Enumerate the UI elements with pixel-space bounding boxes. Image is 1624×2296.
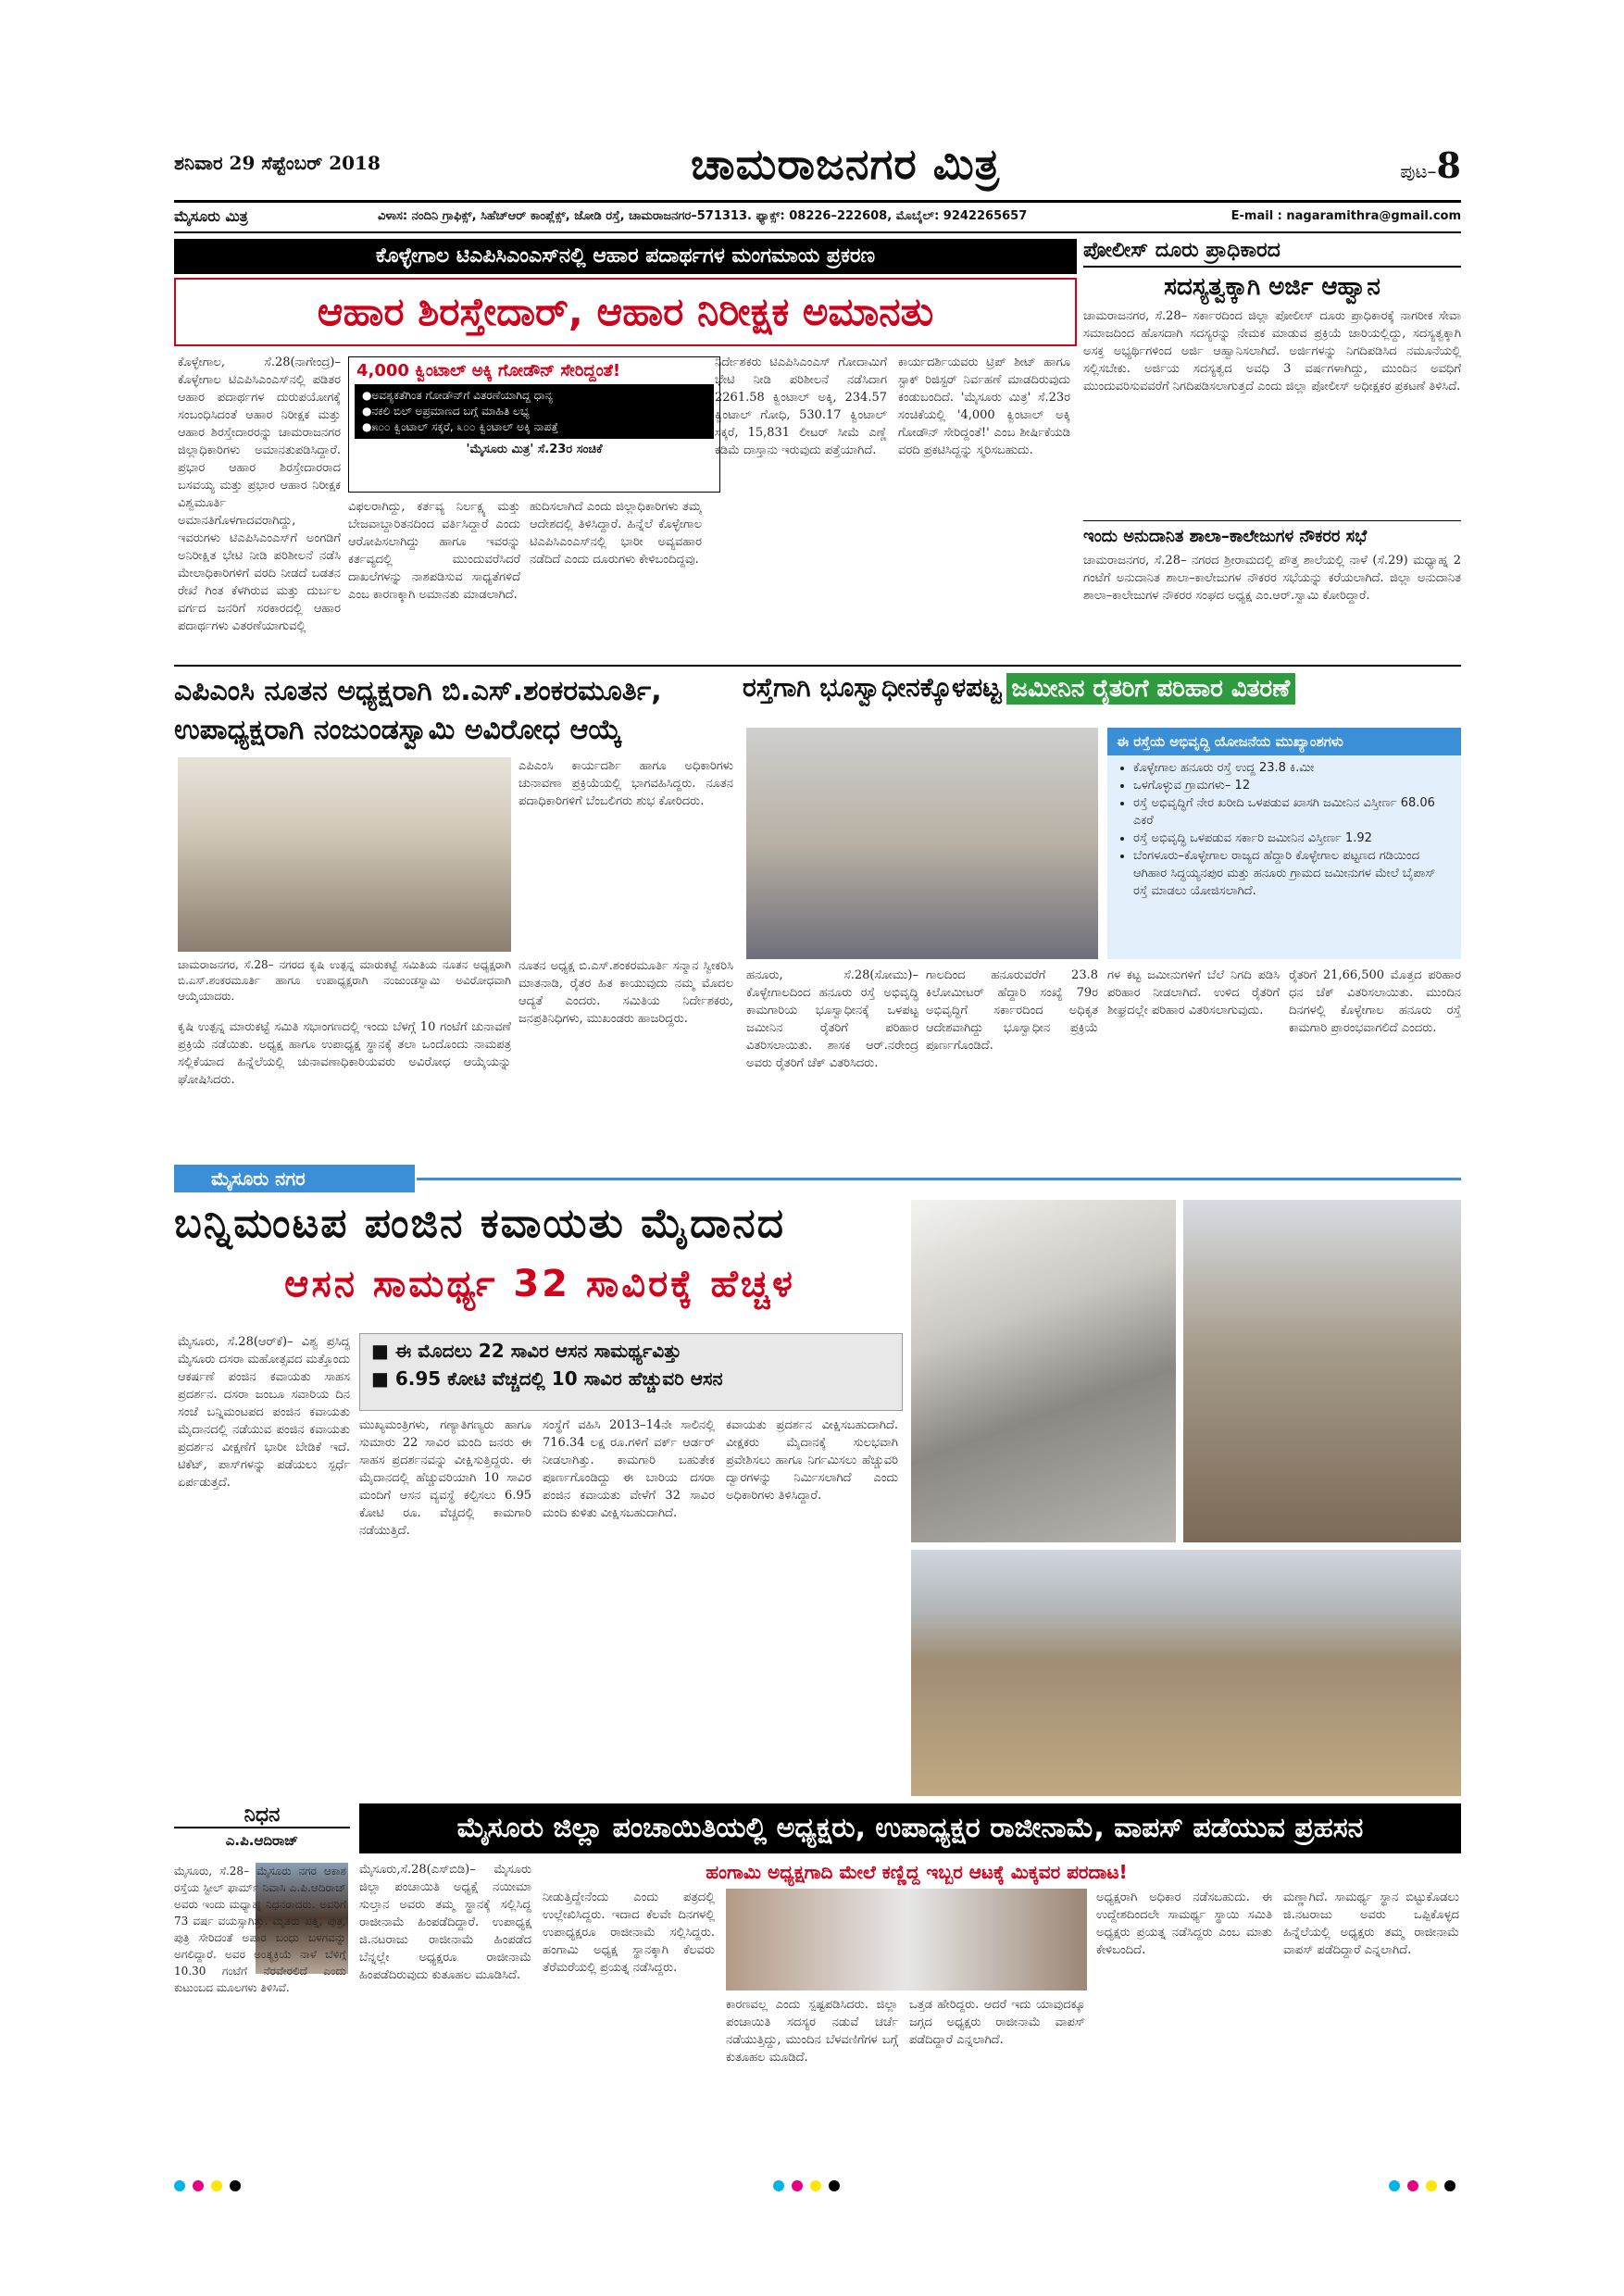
story4-col2: ಮುಖ್ಯಮಂತ್ರಿಗಳು, ಗಣ್ಯಾತಿಗಣ್ಯರು ಹಾಗೂ ಸುಮಾರು 22 ಸಾವಿರ ಮಂದಿ ಜನರು ಈ ಸಾಹಸ ಪ್ರದರ್ಶನವನ್ನು ವೀಕ್ಷಿಸುತ್ತಿದ್ದರು. ಈ ಮೈದಾನದಲ್ಲಿ ಹೆಚ್ಚುವರಿಯಾಗಿ 10 ಸಾವಿರ ಮಂದಿಗೆ ಆಸನ ವ್ಯವಸ್ಥೆ ಕಲ್ಪಿಸಲು 6.95 ಕೋಟಿ ರೂ. ವೆಚ್ಚದಲ್ಲಿ ಕಾಮಗಾರಿ ನಡೆಯುತ್ತಿದೆ. <box>359 1418 531 1538</box>
story5-col5: ಅಧ್ಯಕ್ಷರಾಗಿ ಅಧಿಕಾರ ನಡೆಸಬಹುದು. ಈ ಉದ್ದೇಶದಿಂದಲೇ ಸಾಮರ್ಥ್ಯ ಸ್ಥಾಯಿ ಸಮಿತಿ ಅಧ್ಯಕ್ಷರು ಪ್ರಯತ್ನ ನಡೆಸಿದ್ದರು ಎಂಬ ಮಾತು ಕೇಳಿಬಂದಿದೆ. <box>1096 1890 1272 1957</box>
story1-col5: ಕಾರ್ಯದರ್ಶಿಯವರು ಟ್ರಿಪ್ ಶೀಟ್ ಹಾಗೂ ಸ್ಟಾಕ್ ರಿಜಿಸ್ಟರ್ ನಿರ್ವಹಣೆ ಮಾಡದಿರುವುದು ಕಂಡುಬಂದಿದೆ. 'ಮೈಸೂರು ಮಿತ್ರ' ಸೆ.23ರ ಸಂಚಿಕೆಯಲ್ಲಿ '4,000 ಕ್ವಿಂಟಾಲ್ ಅಕ್ಕಿ ಗೋಡೌನ್ ಸೇರಿದ್ದಂತೆ!' ಎಂಬ ಶೀರ್ಷಿಕೆಯಡಿ ವರದಿ ಪ್ರಕಟಿಸಿದ್ದನ್ನು ಸ್ಮರಿಸಬಹುದು. <box>898 356 1070 457</box>
obituary-body: ಮೈಸೂರು, ಸೆ.28– ಮೈಸೂರು ನಗರ ಆಕಾಶ ರಸ್ತೆಯ ಸ್ಟೀಲ್ ಫಾರ್ಮ್ ನಿವಾಸಿ ಎ.ಪಿ.ಆದಿರಾಜ್ ಅವರು ಇಂದು ಮಧ್ಯಾಹ್ನ ನಿಧನರಾದರು. ಅವರಿಗೆ 73 ವರ್ಷ ವಯಸ್ಸಾಗಿತ್ತು. ಮೃತರು ಪತ್ನಿ, ಪುತ್ರ, ಪುತ್ರಿ ಸೇರಿದಂತೆ ಅಪಾರ ಬಂಧು ಬಳಗವನ್ನು ಅಗಲಿದ್ದಾರೆ. ಅವರ ಅಂತ್ಯಕ್ರಿಯೆ ನಾಳೆ ಬೆಳಿಗ್ಗೆ 10.30 ಗಂಟೆಗೆ ನೆರವೇರಲಿದೆ ಎಂದು ಕುಟುಂಬದ ಮೂಲಗಳು ತಿಳಿಸಿವೆ. <box>174 1865 346 1994</box>
story5-col6: ಮಣ್ಣಾಗಿದೆ. ಸಾಮರ್ಥ್ಯ ಸ್ಥಾನ ಬಿಟ್ಟುಕೊಡಲು ಜಿ.ನಟರಾಜು ಅವರು ಒಪ್ಪಿಕೊಳ್ಳದ ಹಿನ್ನೆಲೆಯಲ್ಲಿ ಅಧ್ಯಕ್ಷರು ತಮ್ಮ ರಾಜೀನಾಮೆ ವಾಪಸ್ ಪಡೆದಿದ್ದಾರೆ ಎನ್ನಲಾಗಿದೆ. <box>1283 1890 1459 1957</box>
cyan-dot <box>174 2180 185 2191</box>
apmc-group-photo <box>178 757 511 952</box>
story4-col3: ಸಂಸ್ಥೆಗೆ ವಹಿಸಿ 2013–14ನೇ ಸಾಲಿನಲ್ಲಿ 716.34 ಲಕ್ಷ ರೂ.ಗಳಿಗೆ ವರ್ಕ್ ಆರ್ಡರ್ ನೀಡಲಾಗಿತ್ತು. ಕಾಮಗಾರಿ ಬಹುತೇಕ ಪೂರ್ಣಗೊಂಡಿದ್ದು ಈ ಬಾರಿಯ ದಸರಾ ಪಂಜಿನ ಕವಾಯತು ವೇಳೆಗೆ 32 ಸಾವಿರ ಮಂದಿ ಕುಳಿತು ವೀಕ್ಷಿಸಬಹುದಾಗಿದೆ. <box>543 1418 715 1520</box>
sub-brand: ಮೈಸೂರು ಮಿತ್ರ <box>174 207 248 225</box>
story1-headline: ಆಹಾರ ಶಿರಸ್ತೇದಾರ್, ಆಹಾರ ನಿರೀಕ್ಷಕ ಅಮಾನತು <box>317 289 934 334</box>
black-dot <box>829 2180 840 2191</box>
right-col <box>1083 239 1461 660</box>
cheque-handover-photo <box>746 728 1098 959</box>
story4-headline1: ಬನ್ನಿಮಂಟಪ ಪಂಜಿನ ಕವಾಯತು ಮೈದಾನದ <box>174 1200 786 1247</box>
masthead-title: ಚಾಮರಾಜನಗರ ಮಿತ್ರ <box>691 139 1000 189</box>
story3-headline <box>743 672 1461 718</box>
highlight-item: • ಕೊಳ್ಳೇಗಾಲ ಹನೂರು ರಸ್ತೆ ಉದ್ದ 23.8 ಕಿ.ಮೀ <box>1133 759 1452 777</box>
masthead-subline <box>174 206 1461 230</box>
story4-col1: ಮೈಸೂರು, ಸೆ.28(ಆರ್‌ಕೆ)– ವಿಶ್ವ ಪ್ರಸಿದ್ಧ ಮೈಸೂರು ದಸರಾ ಮಹೋತ್ಸವದ ಮತ್ತೊಂದು ಆಕರ್ಷಣೆ ಪಂಜಿನ ಕವಾಯತು ಸಾಹಸ ಪ್ರದರ್ಶನ. ದಸರಾ ಜಂಬೂ ಸವಾರಿಯ ದಿನ ಸಂಜೆ ಬನ್ನಿಮಂಟಪದ ಪಂಜಿನ ಕವಾಯತು ಮೈದಾನದಲ್ಲಿ ನಡೆಯುವ ಪಂಜಿನ ಕವಾಯತು ಪ್ರದರ್ಶನ ವೀಕ್ಷಣೆಗೆ ಭಾರೀ ಬೇಡಿಕೆ ಇದೆ. ಟಿಕೆಟ್, ಪಾಸ್‌ಗಳನ್ನು ಪಡೆಯಲು ಸ್ಪರ್ಧೆ ಏರ್ಪಡುತ್ತದೆ. <box>178 1335 350 1490</box>
section-bar-label: ಮೈಸೂರು ನಗರ <box>174 1165 415 1192</box>
inset-title: 4,000 ಕ್ವಿಂಟಾಲ್ ಅಕ್ಕಿ ಗೋಡೌನ್ ಸೇರಿದ್ದಂತೆ! <box>356 361 621 381</box>
highlights-list <box>1107 755 1461 904</box>
magenta-dot <box>193 2180 204 2191</box>
story1-col4: ನಿರ್ದೇಶಕರು ಟಿಎಪಿಸಿಎಂಎಸ್ ಗೋದಾಮಿಗೆ ಭೇಟಿ ನೀಡಿ ಪರಿಶೀಲನೆ ನಡೆಸಿದಾಗ 2261.58 ಕ್ವಿಂಟಾಲ್ ಅಕ್ಕಿ, 234.57 ಕ್ವಿಂಟಾಲ್ ಗೋಧಿ, 530.17 ಕ್ವಿಂಟಾಲ್ ಸಕ್ಕರೆ, 15,831 ಲೀಟರ್ ಸೀಮೆ ಎಣ್ಣೆ ಕಡಿಮೆ ದಾಸ್ತಾನು ಇರುವುದು ಪತ್ತೆಯಾಗಿದೆ. <box>715 356 887 457</box>
story3-col4: ರೈತರಿಗೆ 21,66,500 ಮೊತ್ತದ ಪರಿಹಾರ ಧನ ಚೆಕ್ ವಿತರಿಸಲಾಯಿತು. ಮುಂದಿನ ದಿನಗಳಲ್ಲಿ ಕೊಳ್ಳೇಗಾಲ ಹನೂರು ರಸ್ತೆ ಕಾಮಗಾರಿ ಪ್ರಾರಂಭವಾಗಲಿದೆ ಎಂದರು. <box>1289 968 1461 1035</box>
story3-headline-a: ರಸ್ತೆಗಾಗಿ ಭೂಸ್ವಾಧೀನಕ್ಕೊಳಪಟ್ಟ <box>743 672 1002 703</box>
magenta-dot <box>792 2180 803 2191</box>
story4-highlights <box>359 1333 903 1411</box>
reg-marks-center <box>773 2177 847 2195</box>
story3-headline-b: ಜಮೀನಿನ ರೈತರಿಗೆ ಪರಿಹಾರ ವಿತರಣೆ <box>1006 673 1296 705</box>
parade-ground-photo <box>911 1550 1461 1796</box>
story4-col4: ಕವಾಯತು ಪ್ರದರ್ಶನ ವೀಕ್ಷಿಸಬಹುದಾಗಿದೆ. ವೀಕ್ಷಕರು ಮೈದಾನಕ್ಕೆ ಸುಲಭವಾಗಿ ಪ್ರವೇಶಿಸಲು ಹಾಗೂ ನಿರ್ಗಮಿಸಲು ಹೆಚ್ಚುವರಿ ದ್ವಾರಗಳನ್ನು ನಿರ್ಮಿಸಲಾಗಿದೆ ಎಂದು ಅಧಿಕಾರಿಗಳು ತಿಳಿಸಿದ್ದಾರೆ. <box>726 1418 898 1503</box>
right-kicker: ಪೋಲೀಸ್ ದೂರು ಪ್ರಾಧಿಕಾರದ <box>1083 239 1461 268</box>
yellow-dot <box>1426 2180 1437 2191</box>
inset-bullets <box>355 384 714 439</box>
story1-col2: ವಿಫಲರಾಗಿದ್ದು, ಕರ್ತವ್ಯ ನಿರ್ಲಕ್ಷ್ಯ ಮತ್ತು ಬೇಜವಾಬ್ದಾರಿತನದಿಂದ ವರ್ತಿಸಿದ್ದಾರೆ ಎಂದು ಆರೋಪಿಸಲಾಗಿದ್ದು ಹಾಗೂ ಇವರನ್ನು ಕರ್ತವ್ಯದಲ್ಲಿ ಮುಂದುವರೆಸಿದರೆ ದಾಖಲೆಗಳನ್ನು ನಾಶಪಡಿಸುವ ಸಾಧ್ಯತೆಗಳಿದೆ ಎಂಬ ಕಾರಣಕ್ಕಾಗಿ ಅಮಾನತು ಮಾಡಲಾಗಿದೆ. <box>348 500 520 602</box>
story3-col1: ಹನೂರು, ಸೆ.28(ಸೋಮು)– ಕೊಳ್ಳೇಗಾಲದಿಂದ ಹನೂರು ರಸ್ತೆ ಅಭಿವೃದ್ಧಿ ಕಾಮಗಾರಿಯ ಭೂಸ್ವಾಧೀನಕ್ಕೆ ಒಳಪಟ್ಟ ಜಮೀನಿನ ರೈತರಿಗೆ ಪರಿಹಾರ ವಿತರಿಸಲಾಯಿತು. ಶಾಸಕ ಆರ್.ನರೇಂದ್ರ ಅವರು ರೈತರಿಗೆ ಚೆಕ್ ವಿತರಿಸಿದರು. <box>746 968 918 1070</box>
story2-col3: ಎಪಿಎಂಸಿ ಕಾರ್ಯದರ್ಶಿ ಹಾಗೂ ಅಧಿಕಾರಿಗಳು ಚುನಾವಣಾ ಪ್ರಕ್ರಿಯೆಯಲ್ಲಿ ಭಾಗವಹಿಸಿದ್ದರು. ನೂತನ ಪದಾಧಿಕಾರಿಗಳಿಗೆ ಬೆಂಬಲಿಗರು ಶುಭ ಕೋರಿದರು. <box>518 759 733 808</box>
rule-row1 <box>174 665 1461 667</box>
stadium-steps-photo <box>911 1200 1176 1542</box>
story5-headline: ಮೈಸೂರು ಜಿಲ್ಲಾ ಪಂಚಾಯಿತಿಯಲ್ಲಿ ಅಧ್ಯಕ್ಷರು, ಉಪಾಧ್ಯಕ್ಷರ ರಾಜೀನಾಮೆ, ವಾಪಸ್ ಪಡೆಯುವ ಪ್ರಹಸನ <box>359 1803 1461 1853</box>
story1-headline-box <box>174 278 1077 346</box>
story3-col3: ಗಳ ಕಟ್ಟ ಜಮೀನುಗಳಿಗೆ ಬೆಲೆ ನಿಗದಿ ಪಡಿಸಿ ಪರಿಹಾರ ನೀಡಲಾಗಿದೆ. ಉಳಿದ ರೈತರಿಗೆ ಶೀಘ್ರದಲ್ಲೇ ಪರಿಹಾರ ವಿತರಿಸಲಾಗುವುದು. <box>1107 968 1280 1017</box>
story5-subhead: ಹಂಗಾಮಿ ಅಧ್ಯಕ್ಷಗಾದಿ ಮೇಲೆ ಕಣ್ಣಿದ್ದ ಇಬ್ಬರ ಆಟಕ್ಕೆ ಮಿಕ್ಕವರ ಪರದಾಟ! <box>706 1861 1128 1883</box>
masthead-rule <box>174 200 1461 203</box>
story5-col4: ಒತ್ತಡ ಹೇರಿದ್ದರು. ಆದರೆ ಇದು ಯಾವುದಕ್ಕೂ ಜಗ್ಗದ ಅಧ್ಯಕ್ಷರು ರಾಜೀನಾಮೆ ವಾಪಸ್ ಪಡೆದಿದ್ದಾರೆ ಎನ್ನಲಾಗಿದೆ. <box>909 1998 1085 2047</box>
story5-col1: ಮೈಸೂರು,ಸೆ.28(ಎಸ್‌ಬಿಡಿ)– ಮೈಸೂರು ಜಿಲ್ಲಾ ಪಂಚಾಯಿತಿ ಅಧ್ಯಕ್ಷೆ ನಯೀಮಾ ಸುಲ್ತಾನ ಅವರು ತಮ್ಮ ಸ್ಥಾನಕ್ಕೆ ಸಲ್ಲಿಸಿದ್ದ ರಾಜೀನಾಮೆ ಹಿಂಪಡೆದಿದ್ದಾರೆ. ಉಪಾಧ್ಯಕ್ಷ ಜಿ.ನಟರಾಜು ರಾಜೀನಾಮೆ ಹಿಂಪಡೆದ ಬೆನ್ನಲ್ಲೇ ಅಧ್ಯಕ್ಷರೂ ರಾಜೀನಾಮೆ ಹಿಂಪಡೆದಿರುವುದು ಕುತೂಹಲ ಮೂಡಿಸಿದೆ. <box>359 1863 531 1982</box>
right-headline2: ಇಂದು ಅನುದಾನಿತ ಶಾಲಾ–ಕಾಲೇಜುಗಳ ನೌಕರರ ಸಭೆ <box>1083 520 1461 552</box>
right-body: ಚಾಮರಾಜನಗರ, ಸೆ.28– ಸರ್ಕಾರದಿಂದ ಜಿಲ್ಲಾ ಪೋಲೀಸ್ ದೂರು ಪ್ರಾಧಿಕಾರಕ್ಕೆ ನಾಗರೀಕ ಸೇವಾ ಸಮಾಜದಿಂದ ಹೊಸದಾಗಿ ಸದಸ್ಯರನ್ನು ನೇಮಕ ಮಾಡುವ ಪ್ರಕ್ರಿಯೆ ಜಾರಿಯಲ್ಲಿದ್ದು, ಸದಸ್ಯತ್ವಕ್ಕಾಗಿ ಅಸಕ್ತ ಅಭ್ಯರ್ಥಿಗಳಿಂದ ಅರ್ಜಿ ಆಹ್ವಾನಿಸಲಾಗಿದೆ. ಅರ್ಜಿಗಳನ್ನು ನಿಗದಿಪಡಿಸಿದ ನಮೂನೆಯಲ್ಲಿ ಸಲ್ಲಿಸಬೇಕು. ಅರ್ಜಿಯ ಸದಸ್ಯತ್ವದ ಅವಧಿ 3 ವರ್ಷಗಳಾಗಿದ್ದು, ಮುಂದಿನ ಅವಧಿಗೆ ಮುಂದುವರಿಸುವವರೆಗೆ ನಿಗದಿಪಡಿಸಲಾಗುತ್ತದೆ ಎಂದು ಜಿಲ್ಲಾ ಪೋಲೀಸ್ ಅಧೀಕ್ಷಕರ ಪ್ರಕಟಣೆ ತಿಳಿಸಿದೆ. <box>1083 309 1461 393</box>
highlight-item: • ಒಳಗೊಳ್ಳುವ ಗ್ರಾಮಗಳು– 12 <box>1133 777 1452 794</box>
stadium-roof-photo <box>1183 1200 1461 1542</box>
highlight-item: • ಬೆಂಗಳೂರು–ಕೊಳ್ಳೇಗಾಲ ರಾಜ್ಯದ ಹೆದ್ದಾರಿ ಕೊಳ್ಳೇಗಾಲ ಪಟ್ಟಣದ ಗಡಿಯಿಂದ ಆಗಿಹಾರ ಸಿದ್ಧಯ್ಯನಪುರ ಮತ್ತು ಹನೂರು ಗ್ರಾಮದ ಜಮೀನುಗಳ ಮೇಲೆ ಬೈಪಾಸ್ ರಸ್ತೆ ಮಾಡಲು ಯೋಜಿಸಲಾಗಿದೆ. <box>1133 847 1452 900</box>
page-number-label: ಪುಟ–8 <box>1400 144 1461 186</box>
address: ವಿಳಾಸ: ನಂದಿನಿ ಗ್ರಾಫಿಕ್ಸ್, ಸಿಹೆಚ್‌ಆರ್ ಕಾಂಪ್ಲೆಕ್ಸ್, ಜೋಡಿ ರಸ್ತೆ, ಚಾಮರಾಜನಗರ–571313. ಫ್ಯಾಕ್ಸ್: 08226–222608, ಮೊಬೈಲ್: 9242265657 <box>378 209 1028 223</box>
story2-col1: ಕೃಷಿ ಉತ್ಪನ್ನ ಮಾರುಕಟ್ಟೆ ಸಮಿತಿ ಸಭಾಂಗಣದಲ್ಲಿ ಇಂದು ಬೆಳಗ್ಗೆ 10 ಗಂಟೆಗೆ ಚುನಾವಣೆ ಪ್ರಕ್ರಿಯೆ ನಡೆಯಿತು. ಅಧ್ಯಕ್ಷ ಹಾಗೂ ಉಪಾಧ್ಯಕ್ಷ ಸ್ಥಾನಕ್ಕೆ ತಲಾ ಒಂದೊಂದು ನಾಮಪತ್ರ ಸಲ್ಲಿಕೆಯಾದ ಹಿನ್ನೆಲೆಯಲ್ಲಿ ಚುನಾವಣಾಧಿಕಾರಿಯವರು ಅವಿರೋಧ ಆಯ್ಕೆಯನ್ನು ಘೋಷಿಸಿದರು. <box>178 1020 511 1087</box>
inset-caption: 'ಮೈಸೂರು ಮಿತ್ರ' ಸೆ.23ರ ಸಂಚಿಕೆ <box>466 443 603 456</box>
story4-highlight: ■ ಈ ಮೊದಲು 22 ಸಾವಿರ ಆಸನ ಸಾಮರ್ಥ್ಯವಿತ್ತು <box>371 1340 681 1362</box>
masthead-date: ಶನಿವಾರ 29 ಸೆಪ್ಟೆಂಬರ್ 2018 <box>174 152 381 174</box>
story1-col3: ಹುದಿಸಲಾಗಿದೆ ಎಂದು ಜಿಲ್ಲಾಧಿಕಾರಿಗಳು ತಮ್ಮ ಆದೇಶದಲ್ಲಿ ತಿಳಿಸಿದ್ದಾರೆ. ಹಿನ್ನೆಲೆ ಕೊಳ್ಳೇಗಾಲ ಟಿಎಪಿಸಿಎಂಎಸ್‌ನಲ್ಲಿ ಭಾರೀ ಅವ್ಯವಹಾರ ನಡೆದಿದೆ ಎಂದು ದೂರುಗಳು ಕೇಳಿಬಂದಿದ್ದವು. <box>530 500 702 567</box>
cyan-dot <box>1389 2180 1400 2191</box>
story4-headline2: ಆಸನ ಸಾಮರ್ಥ್ಯ 32 ಸಾವಿರಕ್ಕೆ ಹೆಚ್ಚಳ <box>284 1263 795 1305</box>
bullet-icon: ■ <box>371 1340 395 1362</box>
story5-col2: ನೀಡುತ್ತಿದ್ದೇನೆಂದು ಎಂದು ಪತ್ರದಲ್ಲಿ ಉಲ್ಲೇಖಿಸಿದ್ದರು. ಇದಾದ ಕೆಲವೇ ದಿನಗಳಲ್ಲಿ ಉಪಾಧ್ಯಕ್ಷರೂ ರಾಜೀನಾಮೆ ಸಲ್ಲಿಸಿದ್ದರು. ಹಂಗಾಮಿ ಅಧ್ಯಕ್ಷ ಸ್ಥಾನಕ್ಕಾಗಿ ಕೆಲವರು ತೆರೆಮರೆಯಲ್ಲಿ ಪ್ರಯತ್ನ ನಡೆಸಿದ್ದರು. <box>543 1890 715 1975</box>
story3-col2: ಗಾಲದಿಂದ ಹನೂರುವರೆಗೆ 23.8 ಕಿಲೋಮೀಟರ್ ಹೆದ್ದಾರಿ ಸಂಖ್ಯೆ 79ರ ಅಭಿವೃದ್ಧಿಗೆ ಸರ್ಕಾರದಿಂದ ಅಧಿಕೃತ ಆದೇಶವಾಗಿದ್ದು ಭೂಸ್ವಾಧೀನ ಪ್ರಕ್ರಿಯೆ ಪೂರ್ಣಗೊಂಡಿದೆ. <box>926 968 1098 1053</box>
obituary-name: ಎ.ಪಿ.ಆದಿರಾಜ್ <box>225 1832 299 1849</box>
section-bar <box>174 1165 1461 1192</box>
highlight-item: • ರಸ್ತೆ ಅಭಿವೃದ್ಧಿಗೆ ನೇರ ಖರೀದಿ ಒಳಪಡುವ ಖಾಸಗಿ ಜಮೀನಿನ ವಿಸ್ತೀರ್ಣ 68.06 ಎಕರೆ <box>1133 794 1452 830</box>
story3-highlights-box <box>1107 728 1461 959</box>
bullet-icon: ■ <box>371 1367 395 1390</box>
reg-marks-left <box>174 2177 248 2195</box>
obituary <box>174 1803 350 2174</box>
story2-caption: ಚಾಮರಾಜನಗರ, ಸೆ.28– ನಗರದ ಕೃಷಿ ಉತ್ಪನ್ನ ಮಾರುಕಟ್ಟೆ ಸಮಿತಿಯ ನೂತನ ಅಧ್ಯಕ್ಷರಾಗಿ ಬಿ.ಎಸ್.ಶಂಕರಮೂರ್ತಿ ಹಾಗೂ ಉಪಾಧ್ಯಕ್ಷರಾಗಿ ನಂಜುಂಡಸ್ವಾಮಿ ಅವಿರೋಧವಾಗಿ ಆಯ್ಕೆಯಾದರು. <box>178 958 511 1003</box>
masthead-rule-2 <box>174 231 1461 233</box>
yellow-dot <box>211 2180 222 2191</box>
section-bar-line <box>417 1178 1461 1180</box>
masthead <box>174 139 1461 204</box>
obituary-title: ನಿಧನ <box>174 1803 350 1828</box>
story5-col3: ಕಾರಣವಲ್ಲ ಎಂದು ಸ್ಪಷ್ಟಪಡಿಸಿದರು. ಜಿಲ್ಲಾ ಪಂಚಾಯಿತಿ ಸದಸ್ಯರ ನಡುವೆ ಚರ್ಚೆ ನಡೆಯುತ್ತಿದ್ದು, ಮುಂದಿನ ಬೆಳವಣಿಗೆಗಳ ಬಗ್ಗೆ ಕುತೂಹಲ ಮೂಡಿದೆ. <box>726 1998 898 2065</box>
story1-inset-box <box>348 356 720 493</box>
inset-bullet: ●ನಕಲಿ ಬಿಲ್‌ ಅಪ್ರಮಾಣದ ಬಗ್ಗೆ ಮಾಹಿತಿ ಲಭ್ಯ <box>362 405 530 418</box>
cyan-dot <box>773 2180 784 2191</box>
story2-headline: ಎಪಿಎಂಸಿ ನೂತನ ಅಧ್ಯಕ್ಷರಾಗಿ ಬಿ.ಎಸ್.ಶಂಕರಮೂರ್ತಿ, ಉಪಾಧ್ಯಕ್ಷರಾಗಿ ನಂಜುಂಡಸ್ವಾಮಿ ಅವಿರೋಧ ಆಯ್ಕೆ <box>174 675 662 746</box>
right-body2: ಚಾಮರಾಜನಗರ, ಸೆ.28– ನಗರದ ಶ್ರೀರಾಮದಲ್ಲಿ ಪೌತ್ತ ಶಾಲೆಯಲ್ಲಿ ನಾಳೆ (ಸೆ.29) ಮಧ್ಯಾಹ್ನ 2 ಗಂಟೆಗೆ ಅನುದಾನಿತ ಶಾಲಾ–ಕಾಲೇಜುಗಳ ನೌಕರರ ಸಭೆಯನ್ನು ಕರೆಯಲಾಗಿದೆ. ಜಿಲ್ಲಾ ಅನುದಾನಿತ ಶಾಲಾ–ಕಾಲೇಜುಗಳ ನೌಕರರ ಸಂಘದ ಅಧ್ಯಕ್ಷ ಎಂ.ಆರ್.ಸ್ವಾಮಿ ಕೋರಿದ್ದಾರೆ. <box>1083 554 1461 603</box>
story2-col2: ನೂತನ ಅಧ್ಯಕ್ಷ ಬಿ.ಎಸ್.ಶಂಕರಮೂರ್ತಿ ಸನ್ಮಾನ ಸ್ವೀಕರಿಸಿ ಮಾತನಾಡಿ, ರೈತರ ಹಿತ ಕಾಯುವುದು ನಮ್ಮ ಮೊದಲ ಆದ್ಯತೆ ಎಂದರು. ಸಮಿತಿಯ ನಿರ್ದೇಶಕರು, ಜನಪ್ರತಿನಿಧಿಗಳು, ಮುಖಂಡರು ಹಾಜರಿದ್ದರು. <box>518 959 733 1026</box>
highlights-title: ಈ ರಸ್ತೆಯ ಅಭಿವೃದ್ಧಿ ಯೋಜನೆಯ ಮುಖ್ಯಾಂಶಗಳು <box>1107 728 1461 755</box>
inset-bullet: ●ಅವಶ್ಯಕತೆಗಿಂತ ಗೋಡೌನ್‌ಗೆ ವಿತರಣೆಯಾಗಿದ್ದ ಧಾನ್ಯ <box>362 389 553 402</box>
inset-bullet: ●೫೦೦ ಕ್ವಿಂಟಾಲ್ ಸಕ್ಕರೆ, ೩೦೦ ಕ್ವಿಂಟಾಲ್ ಅಕ್ಕಿ ನಾಪತ್ತೆ <box>362 420 559 433</box>
reg-marks-right <box>1389 2177 1463 2195</box>
right-headline: ಸದಸ್ಯತ್ವಕ್ಕಾಗಿ ಅರ್ಜಿ ಆಹ್ವಾನ <box>1164 273 1380 301</box>
yellow-dot <box>810 2180 821 2191</box>
email: E-mail : nagaramithra@gmail.com <box>1230 209 1461 223</box>
black-dot <box>1444 2180 1455 2191</box>
story1-col1: ಕೊಳ್ಳೇಗಾಲ, ಸೆ.28(ನಾಗೇಂದ್ರ)– ಕೊಳ್ಳೇಗಾಲ ಟಿಎಪಿಸಿಎಂಎಸ್‌ನಲ್ಲಿ ಪಡಿತರ ಆಹಾರ ಪದಾರ್ಥಗಳ ದುರುಪಯೋಗಕ್ಕೆ ಸಂಬಂಧಿಸಿದಂತೆ ಆಹಾರ ನಿರೀಕ್ಷಕ ಮತ್ತು ಆಹಾರ ಶಿರಸ್ತೇದಾರರನ್ನು ಚಾಮರಾಜನಗರ ಜಿಲ್ಲಾಧಿಕಾರಿಗಳು ಅಮಾನತುಪಡಿಸಿದ್ದಾರೆ. ಪ್ರಭಾರ ಆಹಾರ ಶಿರಸ್ತೇದಾರರಾದ ಬಸವಯ್ಯ ಮತ್ತು ಪ್ರಭಾರ ಆಹಾರ ನಿರೀಕ್ಷಕ ವಿಶ್ವಮೂರ್ತಿ ಅಮಾನತಿಗೊಳಗಾದವರಾಗಿದ್ದು, ಇವರುಗಳು ಟಿಎಪಿಸಿಎಂಎಸ್‌ಗೆ ಅಂಗಡಿಗೆ ಅನಿರೀಕ್ಷಿತ ಭೇಟಿ ನೀಡಿ ಪರಿಶೀಲನೆ ನಡೆಸಿ ಮೇಲಾಧಿಕಾರಿಗಳಿಗೆ ವರದಿ ನೀಡದೆ ಬಡತನ ರೇಖೆ ಗಿಂತ ಕೆಳಗಿರುವ ಮತ್ತು ದುರ್ಬಲ ವರ್ಗದ ಜನರಿಗೆ ಸರಕಾರದಲ್ಲಿ ಆಹಾರ ಪದಾರ್ಥಗಳು ವಿತರಣೆಯಾಗುವಲ್ಲಿ <box>178 356 341 633</box>
magenta-dot <box>1407 2180 1418 2191</box>
highlight-item: • ರಸ್ತೆ ಅಭಿವೃದ್ಧಿ ಒಳಪಡುವ ಸರ್ಕಾರಿ ಜಮೀನಿನ ವಿಸ್ತೀರ್ಣ 1.92 <box>1133 830 1452 847</box>
story4-highlight: ■ 6.95 ಕೋಟಿ ವೆಚ್ಚದಲ್ಲಿ 10 ಸಾವಿರ ಹೆಚ್ಚುವರಿ ಆಸನ <box>371 1367 723 1390</box>
story1-kicker: ಕೊಳ್ಳೇಗಾಲ ಟಿಎಪಿಸಿಎಂಎಸ್‌ನಲ್ಲಿ ಆಹಾರ ಪದಾರ್ಥಗಳ ಮಂಗಮಾಯ ಪ್ರಕರಣ <box>174 239 1077 274</box>
leaders-photo <box>726 1889 1087 1990</box>
black-dot <box>230 2180 241 2191</box>
